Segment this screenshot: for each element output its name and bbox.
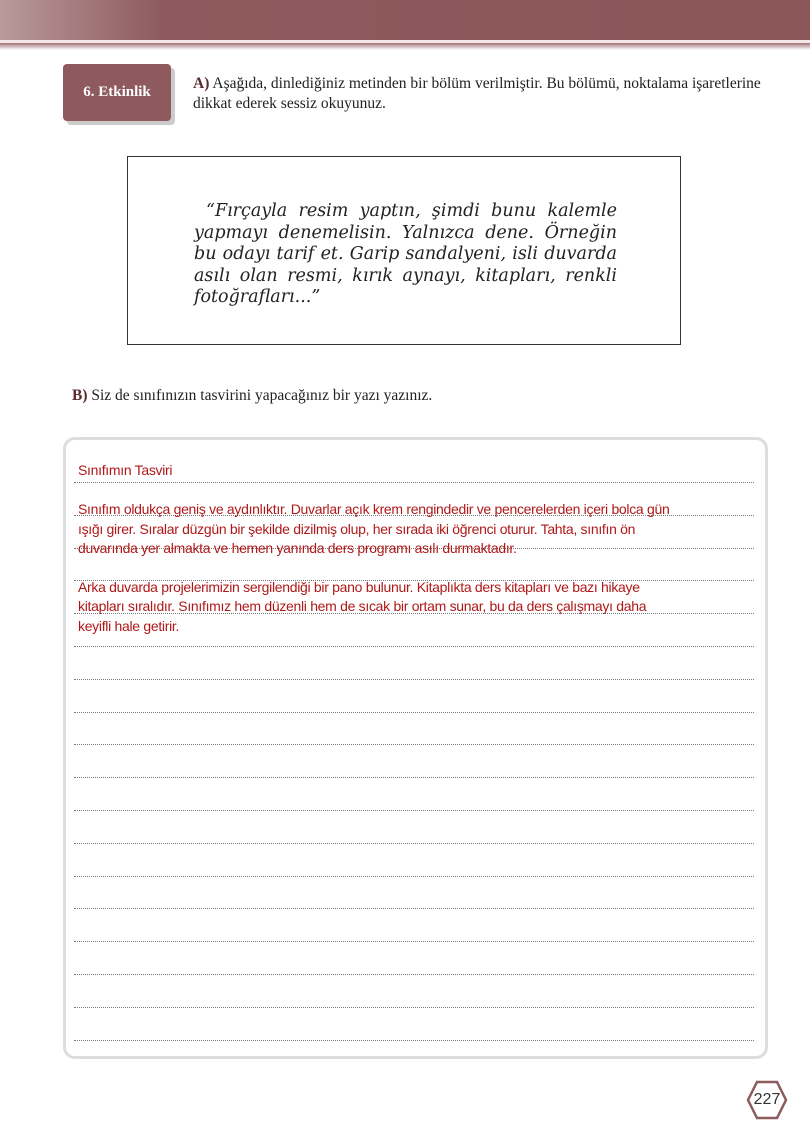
answer-title: Sınıfımın Tasviri (78, 462, 173, 478)
header-shadow (0, 43, 810, 50)
answer-line: Sınıfım oldukça geniş ve aydınlıktır. Duvarlar açık krem rengindedir ve pencerelerden içeri bolca gün (78, 501, 670, 517)
quote-box (127, 156, 681, 345)
writing-line (74, 482, 754, 483)
writing-line (74, 646, 754, 647)
part-a-label: A) (193, 75, 210, 92)
writing-line (74, 712, 754, 713)
answer-line: duvarında yer almakta ve hemen yanında ders programı asılı durmaktadır. (78, 540, 517, 556)
writing-line (74, 777, 754, 778)
writing-line (74, 941, 754, 942)
answer-line: Arka duvarda projelerimizin sergilendiği bir pano bulunur. Kitaplıkta ders kitapları ve bazı hikaye (78, 579, 640, 595)
quote-text: “Fırçayla resim yaptın, şimdi bunu kalemle yapmayı denemelisin. Yalnızca dene. Örneğin bu odayı tarif et. Garip sandalyeni, isli duvarda asılı olan resmi, kırık aynayı, kitapları, renkli fotoğrafları...” (194, 201, 617, 307)
answer-line: keyifli hale getirir. (78, 618, 180, 634)
header-banner (0, 0, 810, 40)
part-b-label: B) (72, 387, 88, 404)
page-number (746, 1080, 788, 1120)
part-b-text: Siz de sınıfınızın tasvirini yapacağınız bir yazı yazınız. (87, 387, 433, 404)
writing-line (74, 1040, 754, 1041)
activity-badge: 6. Etkinlik (63, 64, 171, 121)
page-number-text: 227 (753, 1091, 781, 1108)
writing-line (74, 679, 754, 680)
instruction-b (72, 387, 432, 405)
writing-line (74, 876, 754, 877)
instruction-a (193, 74, 773, 114)
part-a-text: Aşağıda, dinlediğiniz metinden bir bölüm verilmiştir. Bu bölümü, noktalama işaretlerine dikkat ederek sessiz okuyunuz. (193, 75, 761, 112)
writing-line (74, 974, 754, 975)
answer-line: ışığı girer. Sıralar düzgün bir şekilde dizilmiş olup, her sırada iki öğrenci oturur. Tahta, sınıfın ön (78, 521, 636, 537)
writing-line (74, 744, 754, 745)
writing-line (74, 908, 754, 909)
writing-line (74, 843, 754, 844)
writing-line (74, 810, 754, 811)
writing-line (74, 1007, 754, 1008)
answer-line: kitapları sıralıdır. Sınıfımız hem düzenli hem de sıcak bir ortam sunar, bu da ders çalışmayı daha (78, 598, 647, 614)
